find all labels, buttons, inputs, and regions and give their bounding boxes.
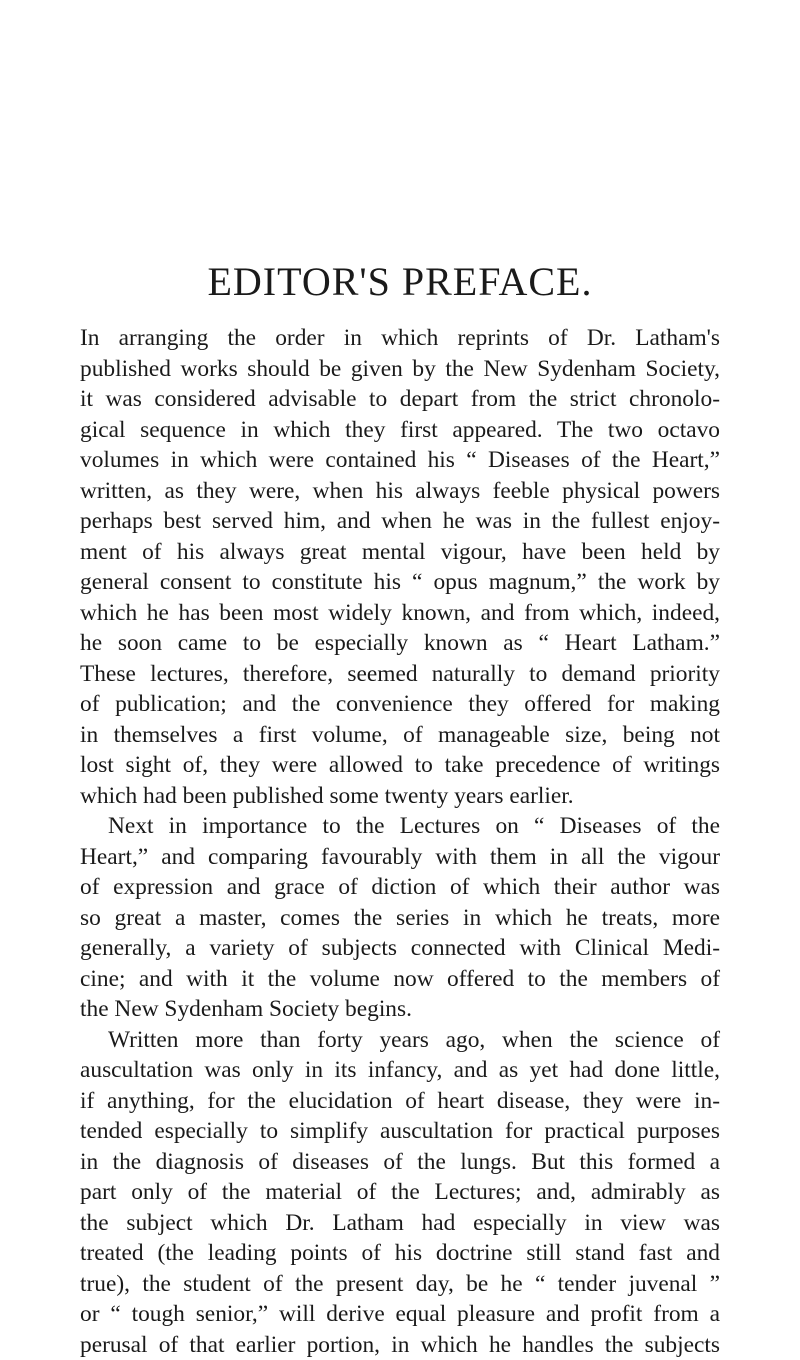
text-line: true), the student of the present day, be he “ tender juvenal ”	[80, 1269, 720, 1300]
text-line: published works should be given by the New Sydenham Society,	[80, 354, 720, 385]
text-line: written, as they were, when his always feeble physical powers	[80, 476, 720, 507]
text-line: In arranging the order in which reprints of Dr. Latham's	[80, 323, 720, 354]
text-line: treated (the leading points of his doctrine still stand fast and	[80, 1238, 720, 1269]
text-line: the New Sydenham Society begins.	[80, 994, 720, 1025]
text-line: which he has been most widely known, and from which, indeed,	[80, 598, 720, 629]
text-line: Heart,” and comparing favourably with them in all the vigour	[80, 842, 720, 873]
text-line: in the diagnosis of diseases of the lungs. But this formed a	[80, 1147, 720, 1178]
text-line: lost sight of, they were allowed to take precedence of writings	[80, 750, 720, 781]
text-line: if anything, for the elucidation of heart disease, they were in-	[80, 1086, 720, 1117]
text-line: perhaps best served him, and when he was in the fullest enjoy-	[80, 506, 720, 537]
text-line: volumes in which were contained his “ Diseases of the Heart,”	[80, 445, 720, 476]
text-line: general consent to constitute his “ opus magnum,” the work by	[80, 567, 720, 598]
text-line: perusal of that earlier portion, in which he handles the subjects	[80, 1330, 720, 1360]
text-line: he soon came to be especially known as “ Heart Latham.”	[80, 628, 720, 659]
text-line: Next in importance to the Lectures on “ Diseases of the	[80, 811, 720, 842]
text-line: generally, a variety of subjects connected with Clinical Medi-	[80, 933, 720, 964]
text-line: These lectures, therefore, seemed naturally to demand priority	[80, 659, 720, 690]
text-line: ment of his always great mental vigour, have been held by	[80, 537, 720, 568]
text-line: part only of the material of the Lectures; and, admirably as	[80, 1177, 720, 1208]
text-line: cine; and with it the volume now offered to the members of	[80, 964, 720, 995]
text-line: the subject which Dr. Latham had especially in view was	[80, 1208, 720, 1239]
text-line: in themselves a first volume, of manageable size, being not	[80, 720, 720, 751]
text-line: which had been published some twenty years earlier.	[80, 781, 720, 812]
text-line: of publication; and the convenience they offered for making	[80, 689, 720, 720]
text-line: of expression and grace of diction of which their author was	[80, 872, 720, 903]
text-line: gical sequence in which they first appeared. The two octavo	[80, 415, 720, 446]
page-title: EDITOR'S PREFACE.	[80, 262, 720, 302]
text-line: tended especially to simplify auscultation for practical purposes	[80, 1116, 720, 1147]
text-line: auscultation was only in its infancy, and as yet had done little,	[80, 1055, 720, 1086]
text-line: or “ tough senior,” will derive equal pleasure and profit from a	[80, 1299, 720, 1330]
body-text	[80, 323, 720, 1360]
text-line: Written more than forty years ago, when the science of	[80, 1025, 720, 1056]
text-line: it was considered advisable to depart from the strict chronolo-	[80, 384, 720, 415]
text-line: so great a master, comes the series in which he treats, more	[80, 903, 720, 934]
